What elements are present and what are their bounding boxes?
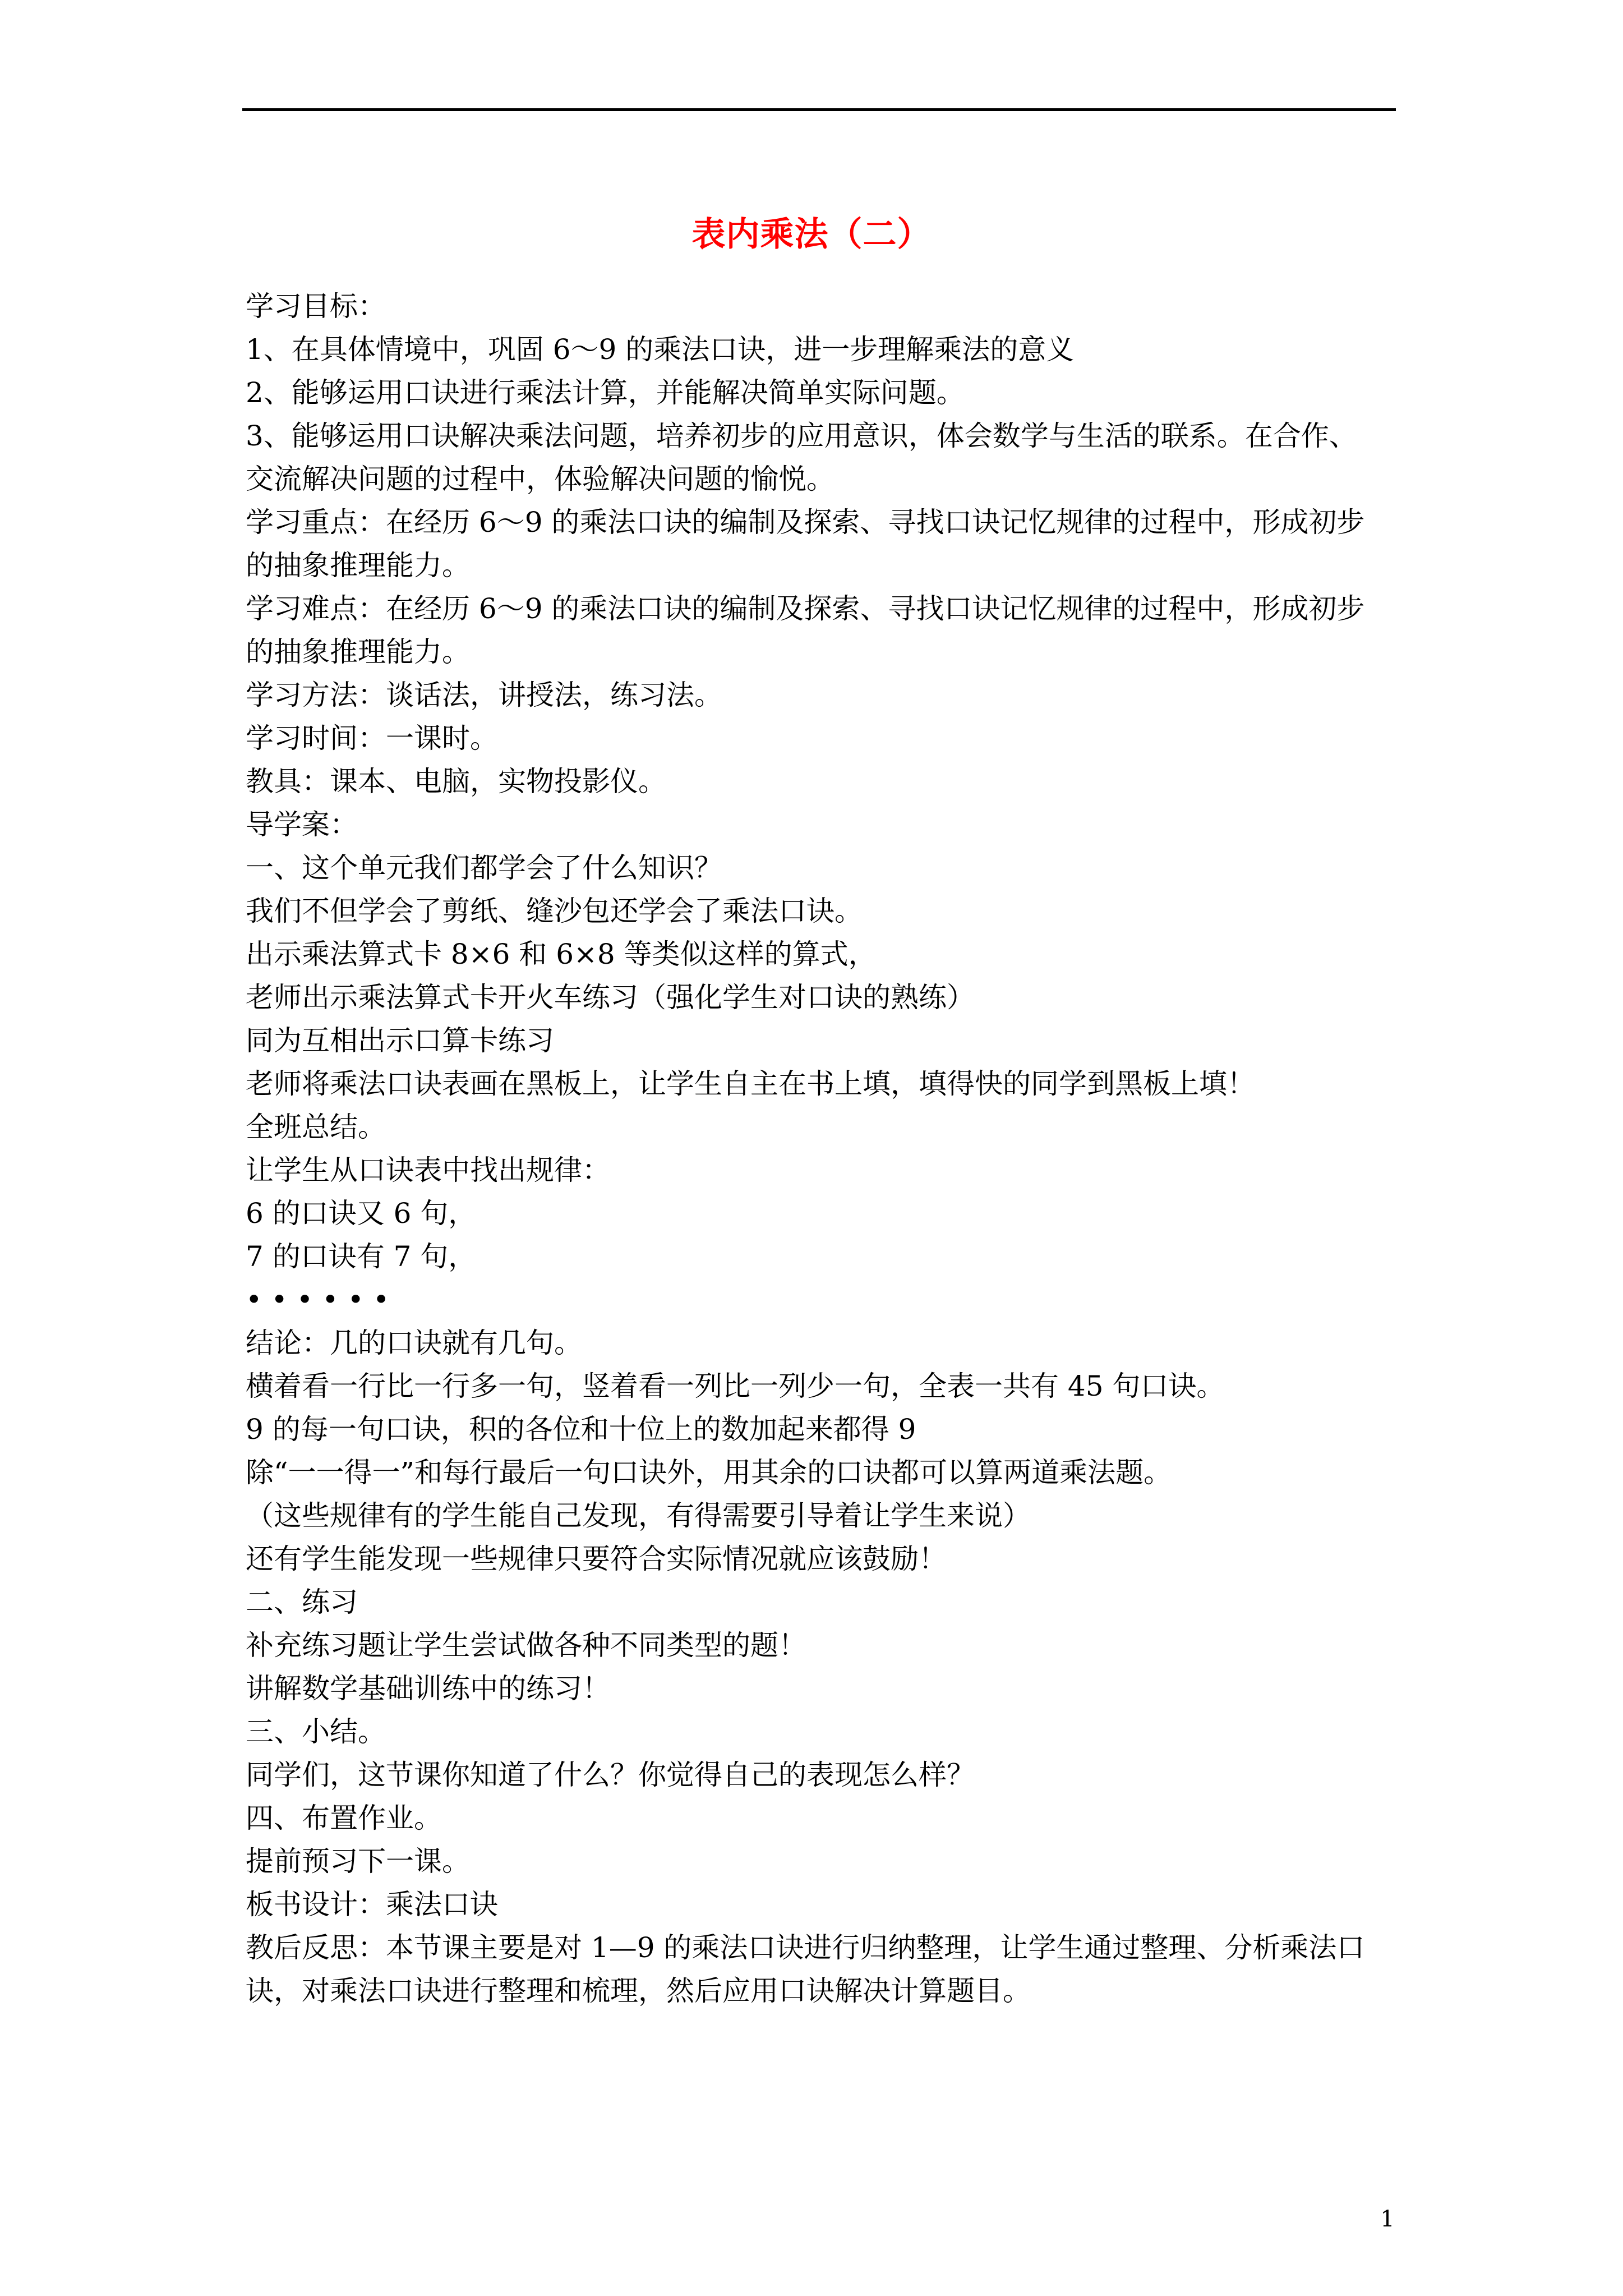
text-line: 诀，对乘法口诀进行整理和梳理，然后应用口诀解决计算题目。 [246,1975,1031,2007]
text-line: 我们不但学会了剪纸、缝沙包还学会了乘法口诀。 [246,895,863,927]
text-line: 除“一一得一”和每行最后一句口诀外，用其余的口诀都可以算两道乘法题。 [246,1456,1172,1489]
text-line: 结论：几的口诀就有几句。 [246,1327,582,1359]
text-line: 3、能够运用口诀解决乘法问题，培养初步的应用意识，体会数学与生活的联系。在合作、 [246,420,1357,452]
text-line: 二、练习 [246,1586,358,1618]
text-line: 导学案： [246,808,358,841]
text-line: 学习难点：在经历 6～9 的乘法口诀的编制及探索、寻找口诀记忆规律的过程中，形成初步 [246,592,1365,625]
text-line: 2、能够运用口诀进行乘法计算，并能解决简单实际问题。 [246,376,965,409]
text-line: 横着看一行比一行多一句，竖着看一列比一列少一句，全表一共有 45 句口诀。 [246,1370,1225,1402]
text-line: 同学们，这节课你知道了什么？你觉得自己的表现怎么样？ [246,1759,975,1791]
text-line: 补充练习题让学生尝试做各种不同类型的题！ [246,1629,806,1662]
text-line: 板书设计：乘法口诀 [246,1888,498,1921]
text-line: 老师将乘法口诀表画在黑板上，让学生自主在书上填，填得快的同学到黑板上填！ [246,1068,1255,1100]
text-line: 学习重点：在经历 6～9 的乘法口诀的编制及探索、寻找口诀记忆规律的过程中，形成初步 [246,506,1365,539]
header-rule [242,108,1396,111]
text-line: 9 的每一句口诀，积的各位和十位上的数加起来都得 9 [246,1413,916,1446]
text-line: 出示乘法算式卡 8×6 和 6×8 等类似这样的算式， [246,938,877,970]
text-line: 7 的口诀有 7 句， [246,1240,477,1273]
page-number: 1 [1380,2206,1395,2232]
text-line: • • • • • • [246,1283,390,1316]
text-line: 6 的口诀又 6 句， [246,1197,477,1230]
text-line: 教具：课本、电脑，实物投影仪。 [246,765,666,798]
text-line: 全班总结。 [246,1111,386,1143]
document-body [246,285,1399,2013]
text-line: 四、布置作业。 [246,1802,442,1834]
text-line: 让学生从口诀表中找出规律： [246,1154,610,1186]
text-line: 学习方法：谈话法，讲授法，练习法。 [246,679,722,711]
text-line: 讲解数学基础训练中的练习！ [246,1672,610,1705]
text-line: （这些规律有的学生能自己发现，有得需要引导着让学生来说） [246,1499,1031,1532]
text-line: 同为互相出示口算卡练习 [246,1024,554,1057]
text-line: 的抽象推理能力。 [246,549,470,582]
document-title: 表内乘法（二） [691,215,932,254]
text-line: 还有学生能发现一些规律只要符合实际情况就应该鼓励！ [246,1543,947,1575]
text-line: 三、小结。 [246,1715,386,1748]
text-line: 的抽象推理能力。 [246,636,470,668]
text-line: 教后反思：本节课主要是对 1—9 的乘法口诀进行归纳整理，让学生通过整理、分析乘法口 [246,1931,1365,1964]
text-line: 提前预习下一课。 [246,1845,470,1878]
text-line: 老师出示乘法算式卡开火车练习（强化学生对口诀的熟练） [246,981,975,1014]
text-line: 1、在具体情境中，巩固 6～9 的乘法口诀，进一步理解乘法的意义 [246,333,1075,366]
text-line: 交流解决问题的过程中，体验解决问题的愉悦。 [246,463,834,495]
text-line: 学习目标： [246,290,386,323]
text-line: 一、这个单元我们都学会了什么知识？ [246,852,722,884]
text-line: 学习时间：一课时。 [246,722,498,754]
